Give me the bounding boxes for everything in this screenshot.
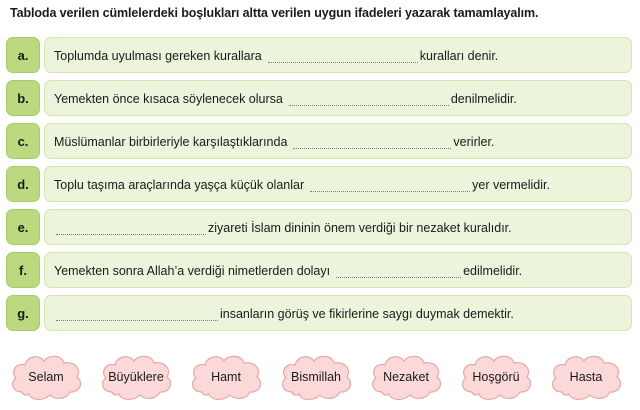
- word-cloud-hamt[interactable]: [188, 352, 264, 402]
- word-bank: [8, 352, 634, 402]
- sentence-cell: [44, 295, 632, 331]
- word-label: Selam: [28, 370, 64, 384]
- sentence-table: [6, 37, 632, 338]
- sentence-text-before: Yemekten önce kısaca söylenecek olursa: [54, 92, 283, 106]
- sentence-row-c: [6, 123, 632, 159]
- word-cloud-buyuklere[interactable]: [98, 352, 174, 402]
- row-letter: b.: [6, 80, 40, 116]
- sentence-text-before: Toplumda uyulması gereken kurallara: [54, 49, 262, 63]
- sentence-text-after: insanların görüş ve fikirlerine saygı duymak demektir.: [220, 307, 514, 321]
- word-label: Hoşgörü: [472, 370, 520, 384]
- sentence-text-after: kuralları denir.: [419, 49, 499, 63]
- word-cloud-nezaket[interactable]: [368, 352, 444, 402]
- row-letter: a.: [6, 37, 40, 73]
- word-cloud-selam[interactable]: [8, 352, 84, 402]
- answer-blank[interactable]: [56, 222, 206, 235]
- word-label: Hamt: [211, 370, 241, 384]
- sentence-row-a: [6, 37, 632, 73]
- sentence-row-g: [6, 295, 632, 331]
- answer-blank[interactable]: [310, 179, 470, 192]
- sentence-row-d: [6, 166, 632, 202]
- answer-blank[interactable]: [289, 93, 449, 106]
- sentence-text-after: denilmelidir.: [450, 92, 517, 106]
- sentence-text-before: Yemekten sonra Allah’a verdiği nimetlerden dolayı: [54, 264, 331, 278]
- word-cloud-hosgoru[interactable]: [458, 352, 534, 402]
- sentence-row-e: [6, 209, 632, 245]
- sentence-text-after: ziyareti İslam dininin önem verdiği bir nezaket kuralıdır.: [208, 221, 512, 235]
- sentence-cell: [44, 80, 632, 116]
- word-cloud-bismillah[interactable]: [278, 352, 354, 402]
- sentence-cell: [44, 166, 632, 202]
- sentence-cell: [44, 209, 632, 245]
- sentence-text-before: Toplu taşıma araçlarında yaşça küçük olanlar: [54, 178, 305, 192]
- word-label: Bismillah: [290, 370, 341, 384]
- sentence-cell: [44, 37, 632, 73]
- answer-blank[interactable]: [268, 50, 418, 63]
- answer-blank[interactable]: [293, 136, 451, 149]
- sentence-text-after: verirler.: [453, 135, 495, 149]
- sentence-cell: [44, 123, 632, 159]
- sentence-text-after: edilmelidir.: [463, 264, 523, 278]
- word-label: Hasta: [569, 370, 603, 384]
- sentence-row-f: [6, 252, 632, 288]
- row-letter: f.: [6, 252, 40, 288]
- answer-blank[interactable]: [336, 265, 461, 278]
- word-cloud-hasta[interactable]: [548, 352, 624, 402]
- sentence-text-before: Müslümanlar birbirleriyle karşılaştıklarında: [54, 135, 288, 149]
- word-label: Nezaket: [383, 370, 429, 384]
- sentence-row-b: [6, 80, 632, 116]
- answer-blank[interactable]: [56, 308, 218, 321]
- word-label: Büyüklere: [108, 370, 164, 384]
- sentence-text-after: yer vermelidir.: [472, 178, 550, 192]
- row-letter: d.: [6, 166, 40, 202]
- row-letter: e.: [6, 209, 40, 245]
- row-letter: g.: [6, 295, 40, 331]
- instruction-text: Tabloda verilen cümlelerdeki boşlukları altta verilen uygun ifadeleri yazarak tamamlayalım.: [10, 6, 539, 20]
- row-letter: c.: [6, 123, 40, 159]
- sentence-cell: [44, 252, 632, 288]
